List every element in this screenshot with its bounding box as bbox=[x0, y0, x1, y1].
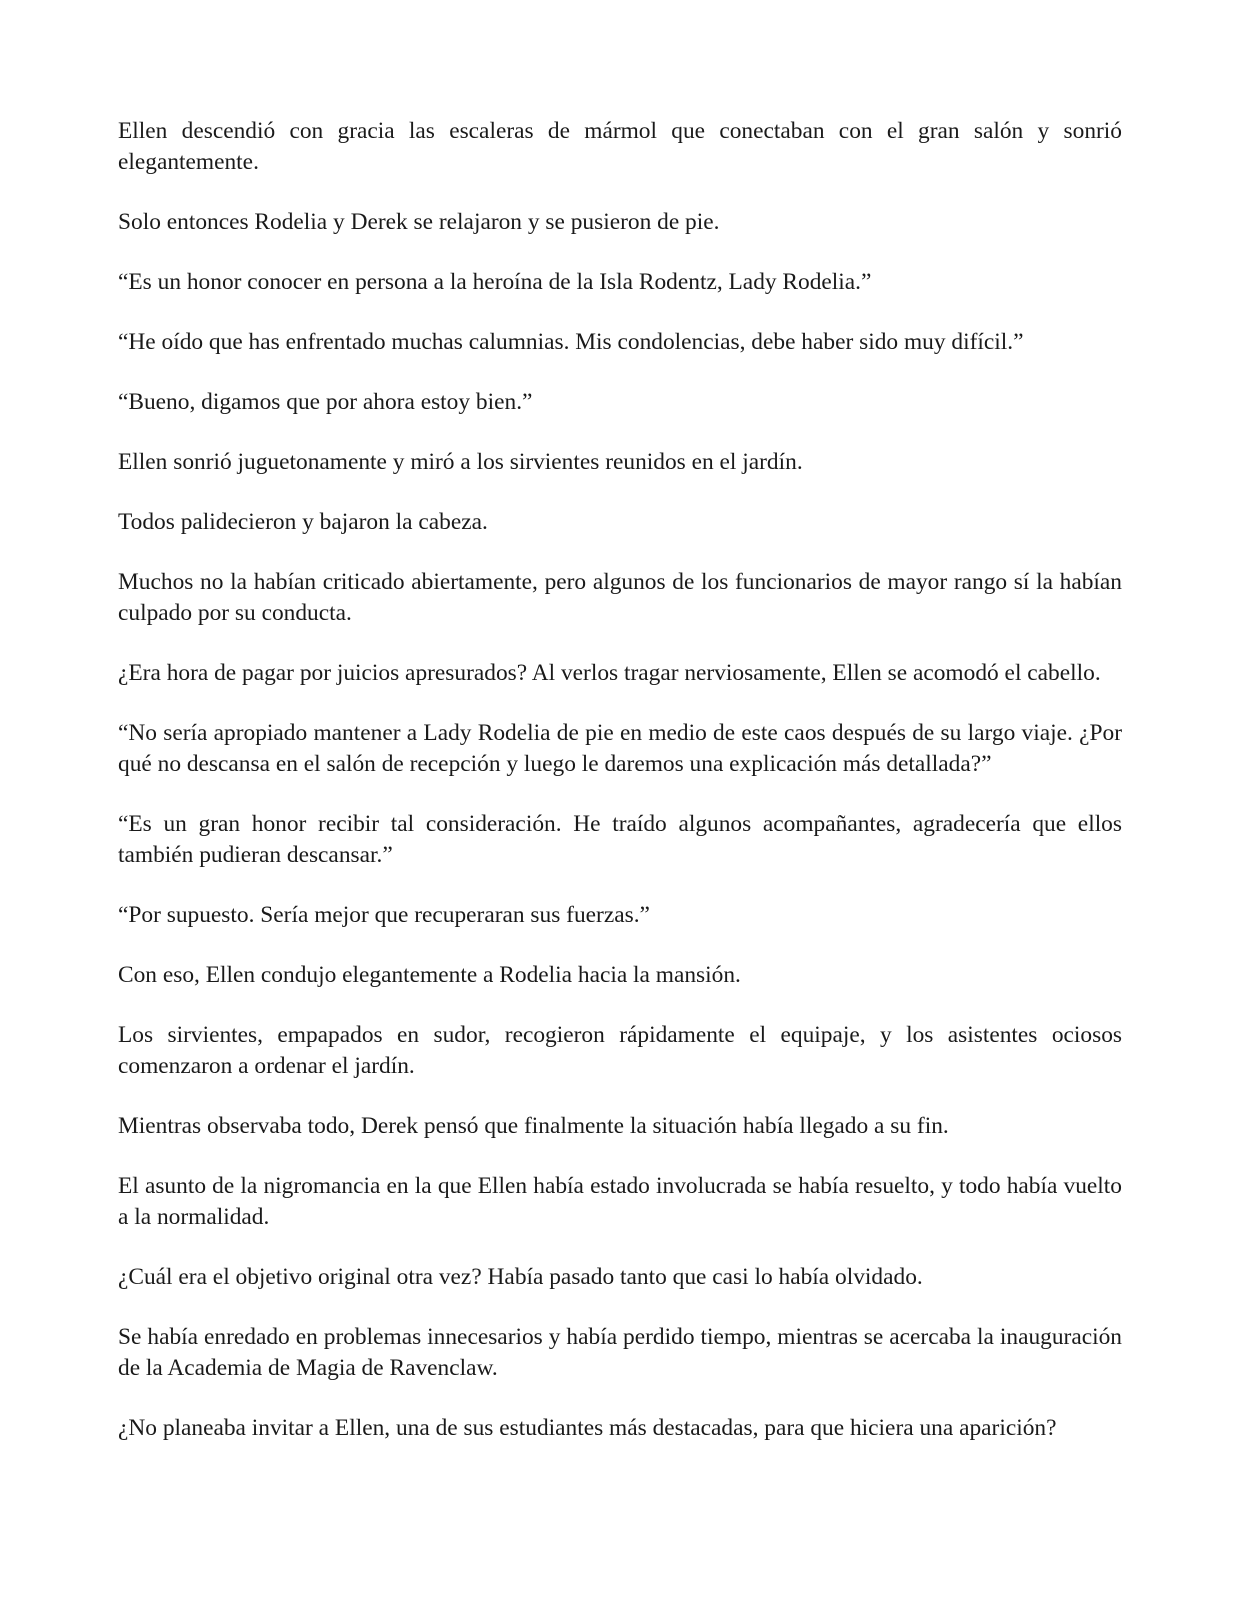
body-text bbox=[118, 116, 1122, 1473]
paragraph: Ellen sonrió juguetonamente y miró a los sirvientes reunidos en el jardín. bbox=[118, 449, 803, 475]
paragraph: Todos palidecieron y bajaron la cabeza. bbox=[118, 509, 488, 535]
paragraph: Solo entonces Rodelia y Derek se relajaron y se pusieron de pie. bbox=[118, 209, 720, 235]
paragraph: Con eso, Ellen condujo elegantemente a Rodelia hacia la mansión. bbox=[118, 962, 741, 988]
paragraph: Se había enredado en problemas innecesarios y había perdido tiempo, mientras se acercaba la inauguración de la Academia de Magia de Ravenclaw. bbox=[118, 1324, 1122, 1381]
paragraph: El asunto de la nigromancia en la que Ellen había estado involucrada se había resuelto, y todo había vuelto a la normalidad. bbox=[118, 1173, 1122, 1230]
paragraph: “Por supuesto. Sería mejor que recuperaran sus fuerzas.” bbox=[118, 902, 650, 928]
paragraph: ¿No planeaba invitar a Ellen, una de sus estudiantes más destacadas, para que hiciera una aparición? bbox=[118, 1415, 1057, 1441]
paragraph: Ellen descendió con gracia las escaleras de mármol que conectaban con el gran salón y sonrió elegantemente. bbox=[118, 118, 1122, 175]
paragraph: ¿Cuál era el objetivo original otra vez? Había pasado tanto que casi lo había olvidado. bbox=[118, 1264, 923, 1290]
paragraph: “Bueno, digamos que por ahora estoy bien.” bbox=[118, 389, 533, 415]
paragraph: ¿Era hora de pagar por juicios apresurados? Al verlos tragar nerviosamente, Ellen se acomodó el cabello. bbox=[118, 660, 1101, 686]
paragraph: “He oído que has enfrentado muchas calumnias. Mis condolencias, debe haber sido muy difícil.” bbox=[118, 329, 1024, 355]
paragraph: Mientras observaba todo, Derek pensó que finalmente la situación había llegado a su fin. bbox=[118, 1113, 949, 1139]
paragraph: “Es un gran honor recibir tal consideración. He traído algunos acompañantes, agradecería que ellos también pudieran descansar.” bbox=[118, 811, 1122, 868]
paragraph: “Es un honor conocer en persona a la heroína de la Isla Rodentz, Lady Rodelia.” bbox=[118, 269, 872, 295]
paragraph: “No sería apropiado mantener a Lady Rodelia de pie en medio de este caos después de su largo viaje. ¿Por qué no descansa en el salón de recepción y luego le daremos una explicación más detallada?” bbox=[118, 720, 1122, 777]
paragraph: Los sirvientes, empapados en sudor, recogieron rápidamente el equipaje, y los asistentes ociosos comenzaron a ordenar el jardín. bbox=[118, 1022, 1122, 1079]
paragraph: Muchos no la habían criticado abiertamente, pero algunos de los funcionarios de mayor rango sí la habían culpado por su conducta. bbox=[118, 569, 1122, 626]
